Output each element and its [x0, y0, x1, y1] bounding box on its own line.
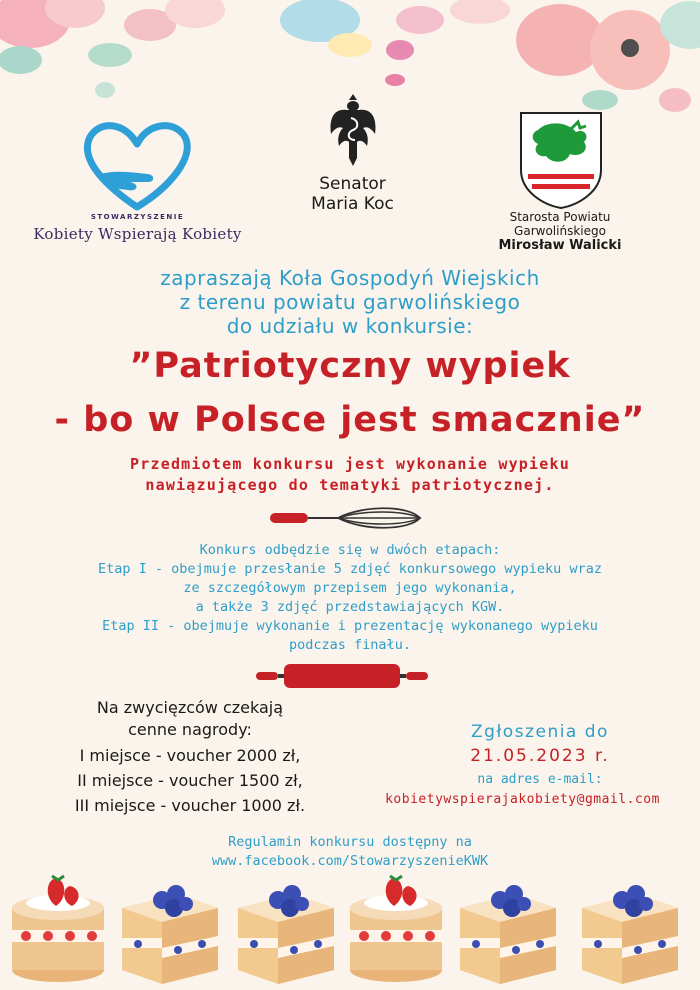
prizes-heading-1: Na zwycięzców czekają [96, 698, 284, 717]
email-label: na adres e-mail: [477, 772, 603, 787]
rolling-pin-icon [254, 660, 430, 692]
stages-line-6: podczas finału. [289, 637, 411, 653]
stages-line-3: ze szczegółowym przepisem jego wykonania, [183, 580, 517, 596]
starosta-name: Mirosław Walicki [498, 238, 622, 253]
coat-of-arms-icon [518, 110, 604, 210]
cakes-decoration-icon [0, 858, 700, 990]
stages-line-1: Konkurs odbędzie się w dwóch etapach: [199, 542, 501, 558]
whisk-icon [268, 503, 424, 533]
invite-line-2: z terenu powiatu garwolińskiego [179, 290, 521, 314]
prize-first: I miejsce - voucher 2000 zł, [79, 746, 301, 765]
eagle-emblem-icon [325, 88, 381, 170]
stages-line-4: a także 3 zdjęć przedstawiających KGW. [195, 599, 505, 615]
contact-email: kobietywspierajakobiety@gmail.com [385, 792, 660, 807]
starosta-title-line2: Garwolińskiego [514, 224, 606, 238]
prize-second: II miejsce - voucher 1500 zł, [77, 771, 303, 790]
contest-title-line-2: - bo w Polsce jest smacznie” [54, 400, 646, 440]
subject-line-1: Przedmiotem konkursu jest wykonanie wypieku [130, 455, 570, 473]
kwk-org-type: STOWARZYSZENIE [90, 213, 185, 221]
deadline-label: Zgłoszenia do [471, 722, 609, 742]
senator-title: Senator [319, 174, 386, 194]
senator-name: Maria Koc [311, 194, 394, 214]
prize-third: III miejsce - voucher 1000 zł. [74, 796, 306, 815]
starosta-title-line1: Starosta Powiatu [509, 210, 611, 224]
contest-title-line-1: ”Patriotyczny wypiek [129, 346, 571, 386]
rules-line-1: Regulamin konkursu dostępny na [228, 834, 472, 850]
rules-link: www.facebook.com/StowarzyszenieKWK [211, 853, 489, 869]
invite-line-3: do udziału w konkursie: [226, 314, 474, 338]
subject-line-2: nawiązującego do tematyki patriotycznej. [145, 476, 555, 494]
invite-line-1: zapraszają Koła Gospodyń Wiejskich [160, 266, 540, 290]
deadline-date: 21.05.2023 r. [470, 746, 610, 766]
kwk-org-name: Kobiety Wspierają Kobiety [33, 225, 242, 243]
prizes-heading-2: cenne nagrody: [128, 720, 252, 739]
stages-line-2: Etap I - obejmuje przesłanie 5 zdjęć konkursowego wypieku wraz [98, 561, 602, 577]
stages-line-5: Etap II - obejmuje wykonanie i prezentację wykonanego wypieku [102, 618, 598, 634]
